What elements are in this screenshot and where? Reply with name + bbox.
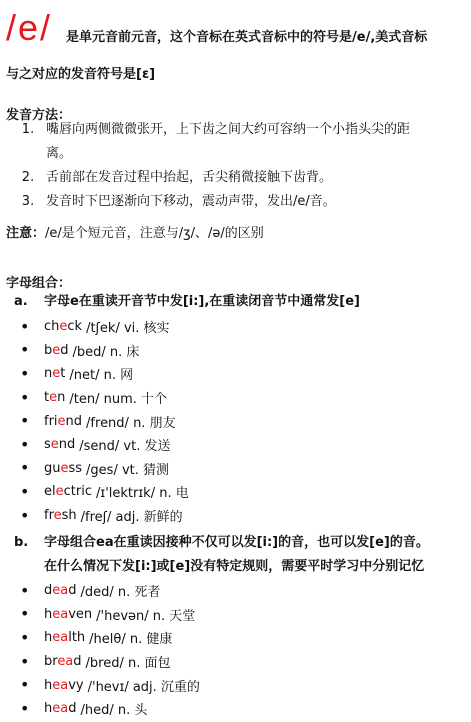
- note-label: 注意：: [6, 226, 46, 241]
- word-highlight: e: [59, 319, 68, 335]
- word-highlight: e: [55, 484, 64, 500]
- example-word: [44, 654, 82, 669]
- word-highlight: e: [60, 460, 69, 476]
- example-word: [44, 678, 84, 693]
- word-suffix: nd: [58, 437, 76, 453]
- word-prefix: br: [44, 654, 58, 670]
- example-word: [44, 484, 92, 499]
- word-prefix: s: [44, 437, 51, 453]
- word-prefix: h: [44, 630, 53, 646]
- word-prefix: d: [44, 583, 53, 599]
- method-item-number: 2.: [21, 170, 35, 185]
- word-phonetic-definition: /ded/ n. 死者: [80, 585, 161, 601]
- word-prefix: fr: [44, 508, 54, 524]
- group-b-text-line1: 字母组合ea在重读因接种不仅可以发[i:]的音，也可以发[e]的音。: [44, 535, 429, 550]
- group-b-text-line2: 在什么情况下发[i:]或[e]没有特定规则，需要平时学习中分别记忆: [44, 559, 425, 574]
- note: [6, 222, 264, 241]
- bullet-icon: •: [20, 363, 30, 383]
- word-phonetic-definition: /bred/ n. 面包: [85, 656, 171, 672]
- word-phonetic-definition: /send/ vt. 发送: [79, 439, 171, 455]
- word-list-item: [20, 579, 460, 603]
- method-item: [10, 190, 460, 214]
- example-word: [44, 390, 65, 405]
- word-prefix: h: [44, 606, 53, 622]
- word-highlight: ea: [52, 677, 69, 693]
- group-b-text: [44, 531, 466, 579]
- method-item-number: 3.: [21, 194, 35, 209]
- word-suffix: d: [68, 701, 77, 717]
- group-a-text: 字母e在重读开音节中发[i:],在重读闭音节中通常发[e]: [44, 294, 360, 309]
- bullet-icon: •: [20, 387, 30, 407]
- bullet-icon: •: [20, 651, 30, 671]
- word-phonetic-definition: /helθ/ n. 健康: [89, 632, 173, 648]
- word-suffix: d: [73, 654, 82, 670]
- word-suffix: ss: [68, 460, 83, 476]
- example-word: [44, 366, 65, 381]
- word-list-item: [20, 626, 460, 650]
- word-phonetic-definition: /freʃ/ adj. 新鲜的: [80, 510, 183, 526]
- bullet-icon: •: [20, 698, 30, 718]
- word-highlight: e: [52, 366, 61, 382]
- word-list-item: [20, 480, 460, 504]
- example-word: [44, 319, 82, 334]
- method-item-text-line1: 嘴唇向两侧微微张开，上下齿之间大约可容纳一个小指头尖的距: [46, 122, 411, 137]
- example-word: [44, 701, 76, 716]
- word-prefix: b: [44, 342, 53, 358]
- method-item-text: [46, 118, 460, 166]
- header: [6, 7, 466, 82]
- word-suffix: vy: [68, 677, 84, 693]
- word-highlight: e: [49, 390, 58, 406]
- note-text: /e/是个短元音，注意与/ʒ/、/ə/的区别: [45, 226, 264, 241]
- intro-text-line2: 与之对应的发音符号是[ɛ]: [6, 67, 156, 82]
- group-b-letter: b.: [14, 535, 29, 550]
- method-list: [10, 118, 460, 214]
- word-prefix: n: [44, 366, 53, 382]
- word-suffix: ctric: [63, 484, 92, 500]
- word-highlight: ea: [57, 654, 74, 670]
- bullet-icon: •: [20, 458, 30, 478]
- bullet-icon: •: [20, 580, 30, 600]
- bullet-icon: •: [20, 604, 30, 624]
- group-a-letter: a.: [14, 294, 28, 309]
- word-phonetic-definition: /net/ n. 网: [69, 368, 134, 384]
- word-phonetic-definition: /ɪ'lektrɪk/ n. 电: [95, 486, 189, 502]
- word-list-item: [20, 433, 460, 457]
- group-a-word-list: [20, 315, 460, 527]
- word-suffix: sh: [61, 508, 77, 524]
- word-highlight: e: [50, 437, 59, 453]
- word-list-item: [20, 339, 460, 363]
- example-word: [44, 583, 77, 598]
- word-suffix: nd: [65, 413, 83, 429]
- word-prefix: fri: [44, 413, 58, 429]
- word-phonetic-definition: /tʃek/ vi. 核实: [86, 321, 170, 337]
- word-suffix: d: [68, 583, 77, 599]
- word-suffix: lth: [68, 630, 86, 646]
- word-highlight: ea: [52, 630, 69, 646]
- method-item-text: 发音时下巴逐渐向下移动，震动声带，发出/e/音。: [46, 194, 336, 209]
- example-word: [44, 343, 69, 358]
- intro-text-line1: 是单元音前元音，这个音标在英式音标中的符号是/e/,美式音标: [66, 30, 428, 45]
- word-phonetic-definition: /ges/ vt. 猜测: [86, 462, 170, 478]
- method-item-text: 舌前部在发音过程中抬起，舌尖稍微接触下齿背。: [46, 170, 333, 185]
- bullet-icon: •: [20, 434, 30, 454]
- method-item-number: 1.: [21, 122, 35, 137]
- word-list-item: [20, 362, 460, 386]
- example-word: [44, 437, 75, 452]
- example-word: [44, 630, 85, 645]
- bullet-icon: •: [20, 505, 30, 525]
- word-prefix: el: [44, 484, 56, 500]
- word-suffix: n: [57, 390, 66, 406]
- phonetic-symbol-title: /e/: [6, 7, 53, 48]
- combos-title: 字母组合：: [6, 276, 72, 291]
- word-list-item: [20, 409, 460, 433]
- word-list-item: [20, 603, 460, 627]
- group-b-word-list: [20, 579, 460, 721]
- word-suffix: t: [60, 366, 66, 382]
- word-list-item: [20, 457, 460, 481]
- example-word: [44, 508, 77, 523]
- bullet-icon: •: [20, 627, 30, 647]
- method-item-text-line2: 离。: [46, 146, 73, 161]
- method-item: [10, 118, 460, 166]
- word-prefix: ch: [44, 319, 60, 335]
- group-a-heading: [14, 290, 466, 314]
- word-phonetic-definition: /ten/ num. 十个: [69, 392, 167, 408]
- bullet-icon: •: [20, 675, 30, 695]
- bullet-icon: •: [20, 481, 30, 501]
- word-phonetic-definition: /'hevɪ/ adj. 沉重的: [87, 679, 200, 695]
- bullet-icon: •: [20, 411, 30, 431]
- group-b-heading: [14, 531, 466, 579]
- word-list-item: [20, 697, 460, 721]
- word-highlight: e: [53, 508, 62, 524]
- word-prefix: h: [44, 677, 53, 693]
- word-phonetic-definition: /bed/ n. 床: [72, 344, 140, 360]
- word-suffix: ck: [67, 319, 83, 335]
- method-title: 发音方法：: [6, 108, 72, 123]
- word-list-item: [20, 504, 460, 528]
- bullet-icon: •: [20, 316, 30, 336]
- word-list-item: [20, 650, 460, 674]
- word-phonetic-definition: /frend/ n. 朋友: [86, 415, 176, 431]
- bullet-icon: •: [20, 340, 30, 360]
- method-item: [10, 166, 460, 190]
- example-word: [44, 461, 82, 476]
- word-highlight: ea: [52, 583, 69, 599]
- word-list-item: [20, 386, 460, 410]
- word-highlight: e: [52, 342, 61, 358]
- word-list-item: [20, 673, 460, 697]
- word-phonetic-definition: /'hevən/ n. 天堂: [96, 608, 196, 624]
- word-suffix: ven: [68, 606, 93, 622]
- word-suffix: d: [60, 342, 69, 358]
- word-highlight: ea: [52, 606, 69, 622]
- word-highlight: e: [57, 413, 66, 429]
- example-word: [44, 414, 82, 429]
- word-prefix: gu: [44, 460, 61, 476]
- word-prefix: t: [44, 390, 50, 406]
- word-phonetic-definition: /hed/ n. 头: [80, 703, 148, 719]
- word-prefix: h: [44, 701, 53, 717]
- example-word: [44, 607, 92, 622]
- word-highlight: ea: [52, 701, 69, 717]
- word-list-item: [20, 315, 460, 339]
